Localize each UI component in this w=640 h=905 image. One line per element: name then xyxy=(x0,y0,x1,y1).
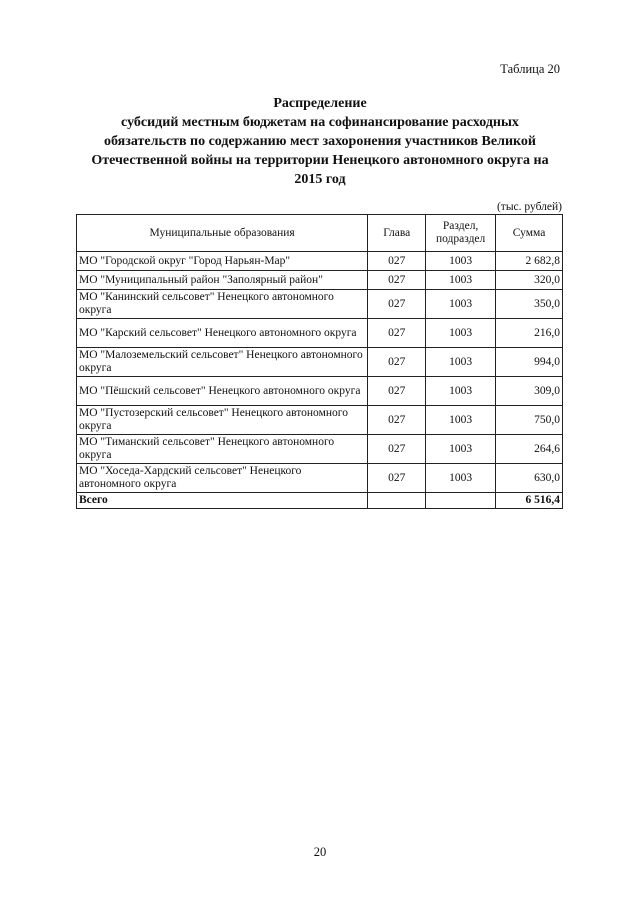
table-row xyxy=(77,319,563,348)
cell-sum: 264,6 xyxy=(496,435,563,464)
cell-sum: 309,0 xyxy=(496,377,563,406)
cell-sum: 2 682,8 xyxy=(496,252,563,271)
cell-sum: 750,0 xyxy=(496,406,563,435)
title-line: обязательств по содержанию мест захоронения участников Великой xyxy=(104,134,536,149)
cell-municipality: МО "Малоземельский сельсовет" Ненецкого автономного округа xyxy=(77,348,368,377)
title-line: субсидий местным бюджетам на софинансирование расходных xyxy=(121,115,519,130)
header-municipalities: Муниципальные образования xyxy=(77,215,368,252)
cell-section: 1003 xyxy=(426,271,496,290)
title-line: 2015 год xyxy=(294,172,346,187)
cell-sum: 630,0 xyxy=(496,464,563,493)
total-row xyxy=(77,493,563,509)
cell-municipality: МО "Карский сельсовет" Ненецкого автономного округа xyxy=(77,319,368,348)
total-section-empty xyxy=(426,493,496,509)
table-header-row xyxy=(77,215,563,252)
cell-chapter: 027 xyxy=(368,319,426,348)
cell-chapter: 027 xyxy=(368,271,426,290)
cell-chapter: 027 xyxy=(368,252,426,271)
cell-municipality: МО "Пустозерский сельсовет" Ненецкого автономного округа xyxy=(77,406,368,435)
title-line: Распределение xyxy=(273,96,367,111)
cell-municipality: МО "Муниципальный район "Заполярный район" xyxy=(77,271,368,290)
cell-municipality: МО "Тиманский сельсовет" Ненецкого автономного округа xyxy=(77,435,368,464)
cell-section: 1003 xyxy=(426,377,496,406)
header-sum: Сумма xyxy=(496,215,563,252)
cell-municipality: МО "Хоседа-Хардский сельсовет" Ненецкого автономного округа xyxy=(77,464,368,493)
cell-chapter: 027 xyxy=(368,377,426,406)
table-row xyxy=(77,435,563,464)
cell-sum: 216,0 xyxy=(496,319,563,348)
cell-chapter: 027 xyxy=(368,435,426,464)
cell-sum: 994,0 xyxy=(496,348,563,377)
header-section xyxy=(426,215,496,252)
document-title xyxy=(70,94,570,189)
table-row xyxy=(77,406,563,435)
header-section-line1: Раздел, xyxy=(442,220,479,232)
cell-municipality: МО "Пёшский сельсовет" Ненецкого автономного округа xyxy=(77,377,368,406)
cell-sum: 350,0 xyxy=(496,290,563,319)
units-label: (тыс. рублей) xyxy=(496,201,562,213)
table-row xyxy=(77,377,563,406)
table-number: Таблица 20 xyxy=(500,62,560,76)
cell-chapter: 027 xyxy=(368,406,426,435)
total-label: Всего xyxy=(77,493,368,509)
header-chapter: Глава xyxy=(368,215,426,252)
cell-chapter: 027 xyxy=(368,348,426,377)
page-number: 20 xyxy=(313,845,327,859)
cell-sum: 320,0 xyxy=(496,271,563,290)
cell-municipality: МО "Городской округ "Город Нарьян-Мар" xyxy=(77,252,368,271)
total-sum: 6 516,4 xyxy=(496,493,563,509)
cell-section: 1003 xyxy=(426,348,496,377)
cell-municipality: МО "Канинский сельсовет" Ненецкого автономного округа xyxy=(77,290,368,319)
cell-section: 1003 xyxy=(426,435,496,464)
cell-section: 1003 xyxy=(426,406,496,435)
table-row xyxy=(77,252,563,271)
title-line: Отечественной войны на территории Ненецкого автономного округа на xyxy=(91,153,549,168)
cell-chapter: 027 xyxy=(368,290,426,319)
table-row xyxy=(77,464,563,493)
cell-section: 1003 xyxy=(426,290,496,319)
table-row xyxy=(77,271,563,290)
cell-section: 1003 xyxy=(426,319,496,348)
total-chapter-empty xyxy=(368,493,426,509)
cell-section: 1003 xyxy=(426,252,496,271)
subsidy-table xyxy=(76,214,563,509)
table-row xyxy=(77,348,563,377)
cell-section: 1003 xyxy=(426,464,496,493)
cell-chapter: 027 xyxy=(368,464,426,493)
header-section-line2: подраздел xyxy=(435,233,486,245)
table-row xyxy=(77,290,563,319)
